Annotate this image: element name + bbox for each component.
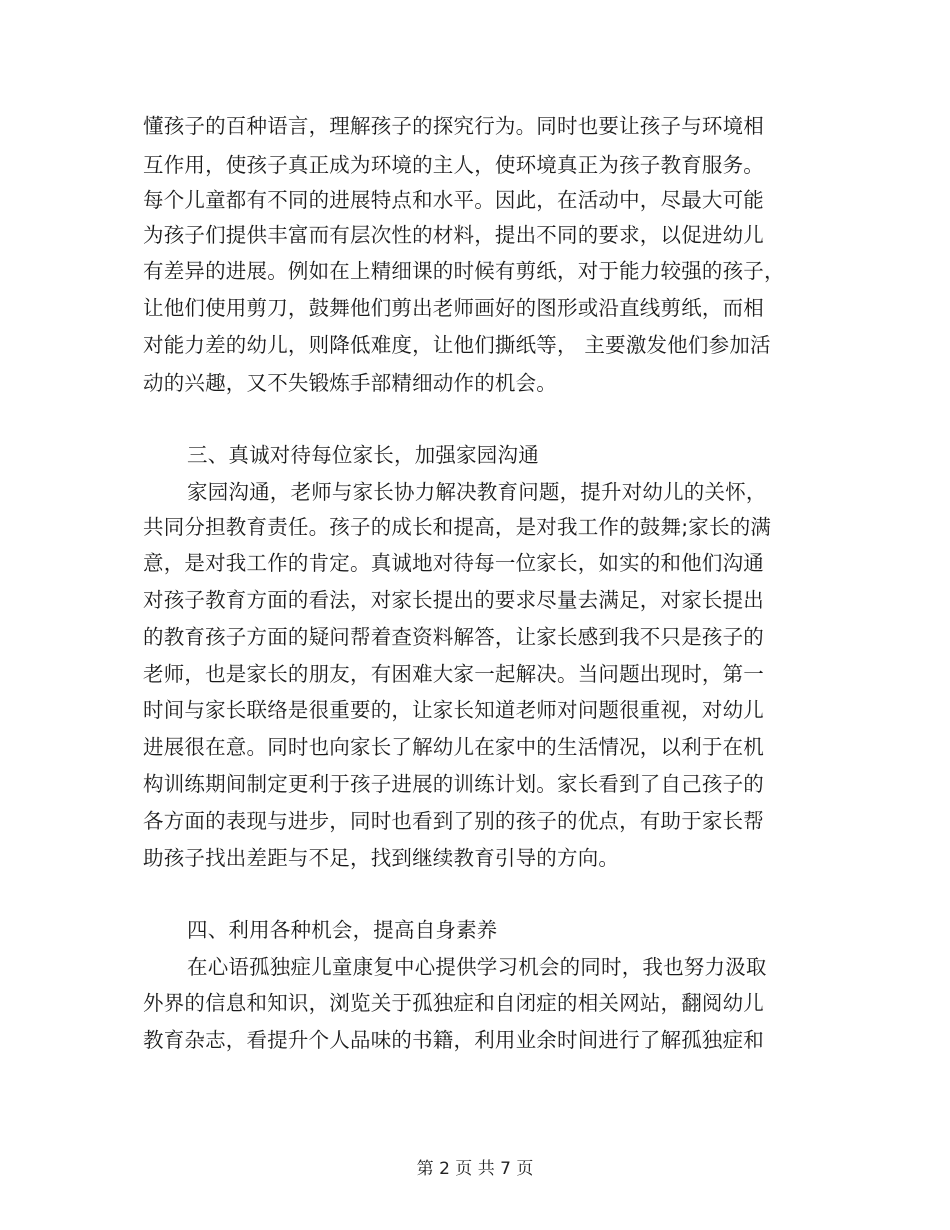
paragraph-line: 各方面的表现与进步，同时也看到了别的孩子的优点，有助于家长帮	[143, 809, 764, 833]
paragraph-line: 让他们使用剪刀，鼓舞他们剪出老师画好的图形或沿直线剪纸，而相	[143, 296, 764, 320]
paragraph-line: 共同分担教育责任。孩子的成长和提高，是对我工作的鼓舞;家长的满	[143, 515, 772, 539]
paragraph-line: 每个儿童都有不同的进展特点和水平。因此，在活动中，尽最大可能	[143, 188, 764, 212]
paragraph-line: 家园沟通，老师与家长协力解决教育问题，提升对幼儿的关怀，	[187, 480, 767, 504]
paragraph-line: 老师，也是家长的朋友，有困难大家一起解决。当问题出现时，第一	[143, 662, 764, 686]
paragraph-line: 对能力差的幼儿，则降低难度，让他们撕纸等， 主要激发他们参加活	[143, 333, 771, 357]
page-number-footer: 第 2 页 共 7 页	[416, 1159, 534, 1179]
paragraph-line: 进展很在意。同时也向家长了解幼儿在家中的生活情况，以利于在机	[143, 735, 764, 759]
section-heading-4: 四、利用各种机会，提高自身素养	[187, 918, 498, 942]
paragraph-line: 懂孩子的百种语言，理解孩子的探究行为。同时也要让孩子与环境相	[143, 114, 764, 138]
paragraph-line: 动的兴趣，又不失锻炼手部精细动作的机会。	[143, 371, 557, 395]
paragraph-line: 构训练期间制定更利于孩子进展的训练计划。家长看到了自己孩子的	[143, 772, 764, 796]
paragraph-line: 时间与家长联络是很重要的，让家长知道老师对问题很重视，对幼儿	[143, 698, 764, 722]
section-heading-3: 三、真诚对待每位家长，加强家园沟通	[187, 443, 539, 467]
paragraph-line: 为孩子们提供丰富而有层次性的材料，提出不同的要求，以促进幼儿	[143, 223, 764, 247]
paragraph-line: 在心语孤独症儿童康复中心提供学习机会的同时，我也努力汲取	[187, 955, 767, 979]
paragraph-line: 教育杂志，看提升个人品味的书籍，利用业余时间进行了解孤独症和	[143, 1028, 764, 1052]
paragraph-line: 助孩子找出差距与不足，找到继续教育引导的方向。	[143, 846, 620, 870]
paragraph-line: 互作用，使孩子真正成为环境的主人，使环境真正为孩子教育服务。	[143, 153, 764, 177]
paragraph-line: 意，是对我工作的肯定。真诚地对待每一位家长，如实的和他们沟通	[143, 551, 764, 575]
paragraph-line: 外界的信息和知识，浏览关于孤独症和自闭症的相关网站，翻阅幼儿	[143, 991, 764, 1015]
paragraph-line: 对孩子教育方面的看法，对家长提出的要求尽量去满足，对家长提出	[143, 588, 764, 612]
paragraph-line: 有差异的进展。例如在上精细课的时候有剪纸，对于能力较强的孩子，	[143, 259, 785, 283]
paragraph-line: 的教育孩子方面的疑问帮着查资料解答，让家长感到我不只是孩子的	[143, 625, 764, 649]
